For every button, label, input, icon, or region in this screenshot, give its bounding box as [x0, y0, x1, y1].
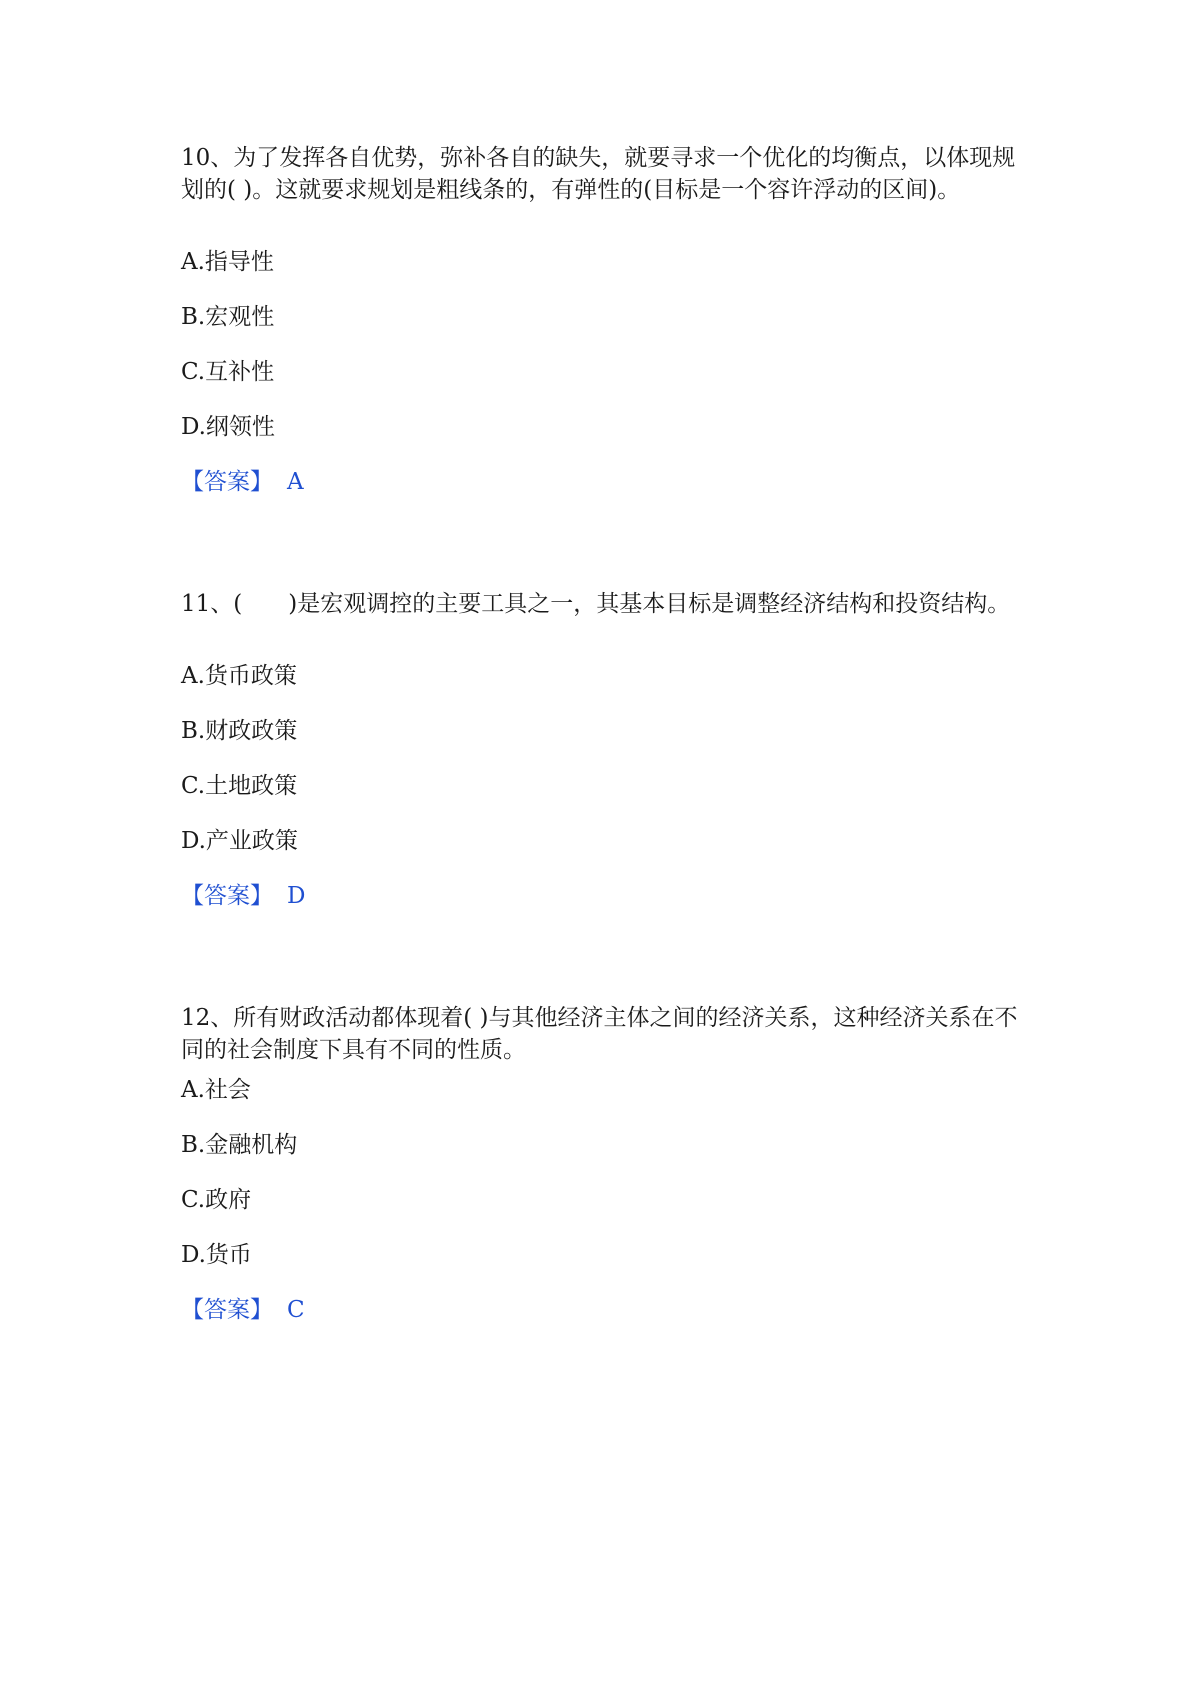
answer-line [181, 466, 304, 498]
answer-value: C [287, 1297, 305, 1323]
question-stem: 12、所有财政活动都体现着( )与其他经济主体之间的经济关系，这种经济关系在不同的社会制度下具有不同的性质。 [181, 1005, 1018, 1063]
question-12 [181, 1002, 1021, 1323]
answer-label: 【答案】 [181, 1297, 273, 1323]
question-11 [181, 588, 1021, 909]
option-a: A.指导性 [181, 249, 274, 275]
question-stem: 11、( )是宏观调控的主要工具之一，其基本目标是调整经济结构和投资结构。 [181, 591, 1011, 617]
answer-value: D [287, 883, 306, 909]
option-b: B.宏观性 [181, 304, 275, 330]
option-c: C.土地政策 [181, 773, 298, 799]
question-10 [181, 142, 1021, 495]
option-b: B.金融机构 [181, 1132, 298, 1158]
option-d: D.产业政策 [181, 828, 298, 854]
answer-line [181, 880, 305, 912]
option-d: D.纲领性 [181, 414, 275, 440]
option-b: B.财政政策 [181, 718, 298, 744]
option-d: D.货币 [181, 1242, 252, 1268]
answer-label: 【答案】 [181, 883, 273, 909]
answer-value: A [287, 469, 304, 495]
answer-line [181, 1294, 305, 1326]
option-c: C.政府 [181, 1187, 252, 1213]
question-stem: 10、为了发挥各自优势，弥补各自的缺失，就要寻求一个优化的均衡点，以体现规划的( )。这就要求规划是粗线条的，有弹性的(目标是一个容许浮动的区间)。 [181, 145, 1016, 203]
answer-label: 【答案】 [181, 469, 273, 495]
option-a: A.社会 [181, 1077, 251, 1103]
option-a: A.货币政策 [181, 663, 297, 689]
option-c: C.互补性 [181, 359, 275, 385]
